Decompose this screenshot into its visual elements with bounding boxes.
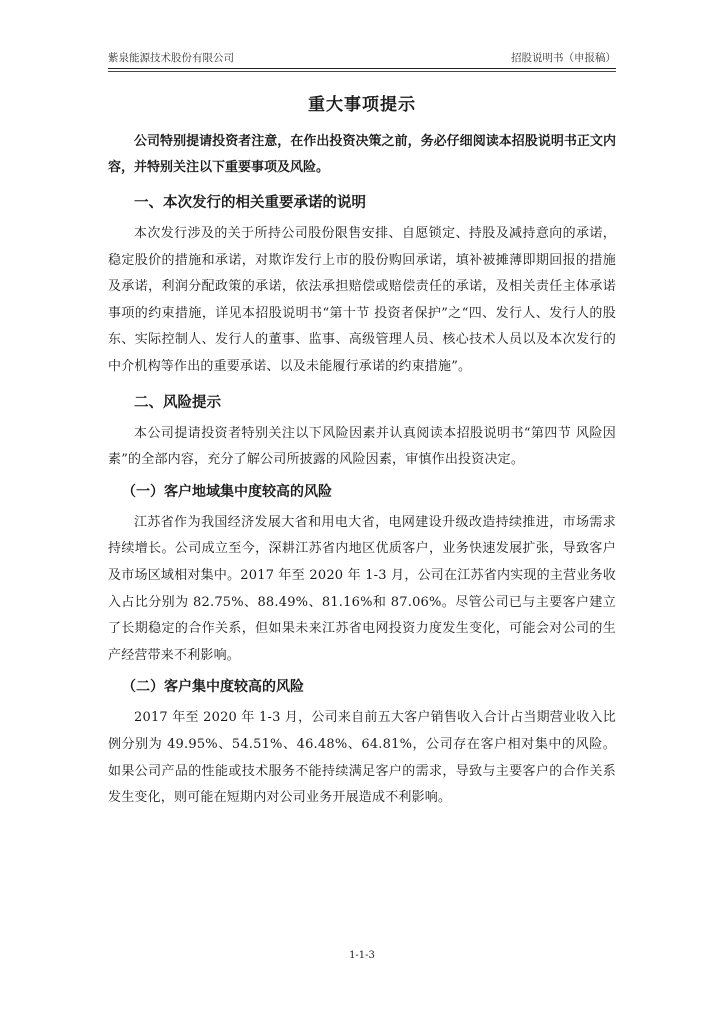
- section-2-heading: 二、风险提示: [134, 394, 221, 411]
- page-title: 重大事项提示: [308, 95, 416, 115]
- subsection-2-heading: （二）客户集中度较高的风险: [122, 679, 304, 696]
- page-header: [108, 50, 616, 69]
- subsection-2-body: 2017 年至 2020 年 1-3 月，公司来自前五大客户销售收入合计占当期营业收入比例分别为 49.95%、54.51%、46.48%、64.81%，公司存在客户相对集中的风险。如果公司产品的性能或技术服务不能持续满足客户的需求，导致与主要客户的合作关系发生变化，则可能在短期内对公司业务开展造成不利影响。: [108, 710, 616, 806]
- header-doc-title: 招股说明书（申报稿）: [511, 52, 616, 64]
- section-2-body: 本公司提请投资者特别关注以下风险因素并认真阅读本招股说明书“第四节 风险因素”的全部内容，充分了解公司所披露的风险因素，审慎作出投资决定。: [108, 425, 616, 468]
- subsection-1-body: 江苏省作为我国经济发展大省和用电大省，电网建设升级改造持续推进，市场需求持续增长。公司成立至今，深耕江苏省内地区优质客户，业务快速发展扩张，导致客户及市场区域相对集中。2017 年至 2020 年 1-3 月，公司在江苏省内实现的主营业务收入占比分别为 82.75%、88.49%、81.16%和 87.06%。尽管公司已与主要客户建立了长期稳定的合作关系，但如果未来江苏省电网投资力度发生变化，可能会对公司的生产经营带来不利影响。: [108, 514, 616, 663]
- page-number: 1-1-3: [349, 950, 375, 961]
- section-1-body: 本次发行涉及的关于所持公司股份限售安排、自愿锁定、持股及减持意向的承诺，稳定股价的措施和承诺，对欺诈发行上市的股份购回承诺，填补被摊薄即期回报的措施及承诺，利润分配政策的承诺，依法承担赔偿或赔偿责任的承诺，及相关责任主体承诺事项的约束措施，详见本招股说明书“第十节 投资者保护”之“四、发行人、发行人的股东、实际控制人、发行人的董事、监事、高级管理人员、核心技术人员以及本次发行的中介机构等作出的重要承诺、以及未能履行承诺的约束措施”。: [108, 226, 616, 374]
- notice-paragraph: 公司特别提请投资者注意，在作出投资决策之前，务必仔细阅读本招股说明书正文内容，并特别关注以下重要事项及风险。: [108, 134, 616, 175]
- section-1-heading: 一、本次发行的相关重要承诺的说明: [134, 195, 366, 211]
- header-company: 紫泉能源技术股份有限公司: [108, 52, 234, 64]
- page-content: [108, 90, 616, 812]
- subsection-1-heading: （一）客户地域集中度较高的风险: [122, 483, 332, 500]
